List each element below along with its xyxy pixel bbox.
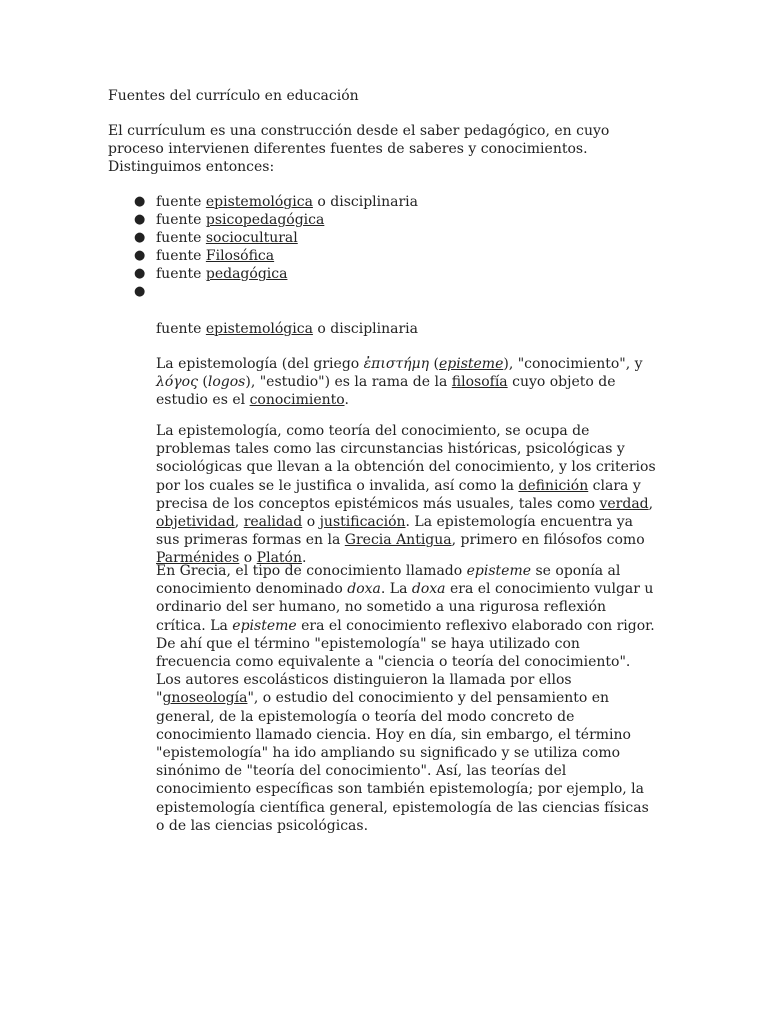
source-prefix: fuente (156, 266, 206, 282)
section-title (156, 320, 656, 338)
text: ), "estudio") es la rama de la (245, 374, 452, 391)
italic-doxa: doxa (347, 581, 381, 598)
link-verdad[interactable]: verdad (599, 495, 649, 512)
text: En Grecia, el tipo de conocimiento llamado (156, 563, 467, 579)
link-justificacion[interactable]: justificación (319, 514, 406, 531)
text: La epistemología (del griego (156, 356, 364, 372)
text: . (302, 550, 307, 567)
link-objetividad[interactable]: objetividad (156, 514, 235, 531)
link-sociocultural[interactable]: sociocultural (205, 230, 298, 246)
text: . La (380, 581, 412, 598)
link-filosofica[interactable]: Filosófica (205, 248, 275, 264)
link-episteme[interactable]: episteme (438, 356, 504, 372)
intro-paragraph: El currículum es una construcción desde el saber pedagógico, en cuyo proceso intervienen diferentes fuentes de saberes y conocimientos. Distinguimos entonces: (108, 123, 610, 175)
link-epistemologica[interactable]: epistemológica (205, 194, 313, 210)
bullet-icon: ● (134, 248, 146, 263)
list-item (108, 211, 628, 229)
source-prefix: fuente (156, 194, 206, 210)
text: se oponía al conocimiento denominado (156, 563, 621, 598)
source-prefix: fuente (156, 230, 206, 246)
bullet-icon: ● (134, 266, 146, 281)
bullet-icon: ● (134, 284, 146, 299)
italic-episteme: episteme (232, 617, 297, 634)
link-parmenides[interactable]: Parménides (156, 550, 240, 567)
source-suffix: o disciplinaria (312, 194, 419, 210)
link-definicion[interactable]: definición (518, 477, 589, 494)
link-gnoseologia[interactable]: gnoseología (162, 690, 248, 707)
italic-logos: logos (207, 374, 246, 391)
text: ), "conocimiento", y (503, 356, 643, 372)
section-title-suffix: o disciplinaria (312, 321, 419, 337)
link-realidad[interactable]: realidad (243, 514, 303, 531)
text: ( (429, 356, 439, 372)
list-item (108, 229, 628, 247)
bullet-icon: ● (134, 212, 146, 227)
source-prefix: fuente (156, 248, 206, 264)
link-pedagogica[interactable]: pedagógica (205, 266, 288, 282)
greek-episteme: ἐπιστήμη (363, 356, 430, 372)
text: o (239, 550, 257, 567)
greek-logos: λόγος (156, 374, 198, 391)
text: . (344, 392, 349, 409)
italic-episteme: episteme (466, 563, 532, 579)
section-title-link[interactable]: epistemológica (205, 321, 313, 337)
link-platon[interactable]: Platón (256, 550, 302, 567)
paragraph-greece (156, 562, 656, 835)
section-title-prefix: fuente (156, 321, 206, 337)
link-psicopedagogica[interactable]: psicopedagógica (205, 212, 325, 228)
list-item (108, 265, 628, 283)
bullet-icon: ● (134, 230, 146, 245)
text: era el conocimiento vulgar u ordinario del ser humano, no sometido a una rigurosa reflexión crítica. La (156, 581, 654, 634)
source-prefix: fuente (156, 212, 206, 228)
text: La epistemología, como teoría del conocimiento, se ocupa de problemas tales como las circunstancias históricas, psicológicas y sociológicas que llevan a la obtención del conocimiento, y los criterios por los cuales se le justifica o invalida, así como la (156, 423, 656, 494)
link-conocimiento[interactable]: conocimiento (249, 392, 345, 409)
text: , (648, 495, 654, 512)
link-filosofia[interactable]: filosofía (451, 374, 508, 391)
text: , (234, 514, 244, 531)
document-title: Fuentes del currículo en educación (108, 88, 359, 104)
paragraph-definition (156, 355, 656, 410)
list-item (108, 193, 628, 211)
text: era el conocimiento reflexivo elaborado con rigor. De ahí que el término "epistemología" se haya utilizado con frecuencia como equivalente a "ciencia o teoría del conocimiento". Los autores escolásticos distinguieron la llamada por ellos " (156, 617, 655, 707)
link-grecia-antigua[interactable]: Grecia Antigua (344, 532, 452, 549)
italic-doxa: doxa (411, 581, 446, 598)
text: . La epistemología encuentra ya sus primeras formas en la (156, 514, 634, 549)
list-item (108, 247, 628, 265)
paragraph-theory (156, 422, 656, 568)
list-item-empty (108, 283, 628, 301)
text: cuyo objeto de estudio es el (156, 374, 616, 409)
text: o (302, 514, 320, 531)
text: ", o estudio del conocimiento y del pensamiento en general, de la epistemología o teoría del modo concreto de conocimiento llamado ciencia. Hoy en día, sin embargo, el término "epistemología" ha ido ampliando su significado y se utiliza como sinónimo de "teoría del conocimiento". Así, las teorías del conocimiento específicas son también epistemología; por ejemplo, la epistemología científica general, epistemología de las ciencias físicas o de las ciencias psicológicas. (156, 690, 649, 834)
sources-list (108, 193, 628, 301)
bullet-icon: ● (134, 194, 146, 209)
text: ( (197, 374, 208, 391)
text: , primero en filósofos como (451, 532, 645, 549)
text: clara y precisa de los conceptos epistémicos más usuales, tales como (156, 477, 641, 512)
